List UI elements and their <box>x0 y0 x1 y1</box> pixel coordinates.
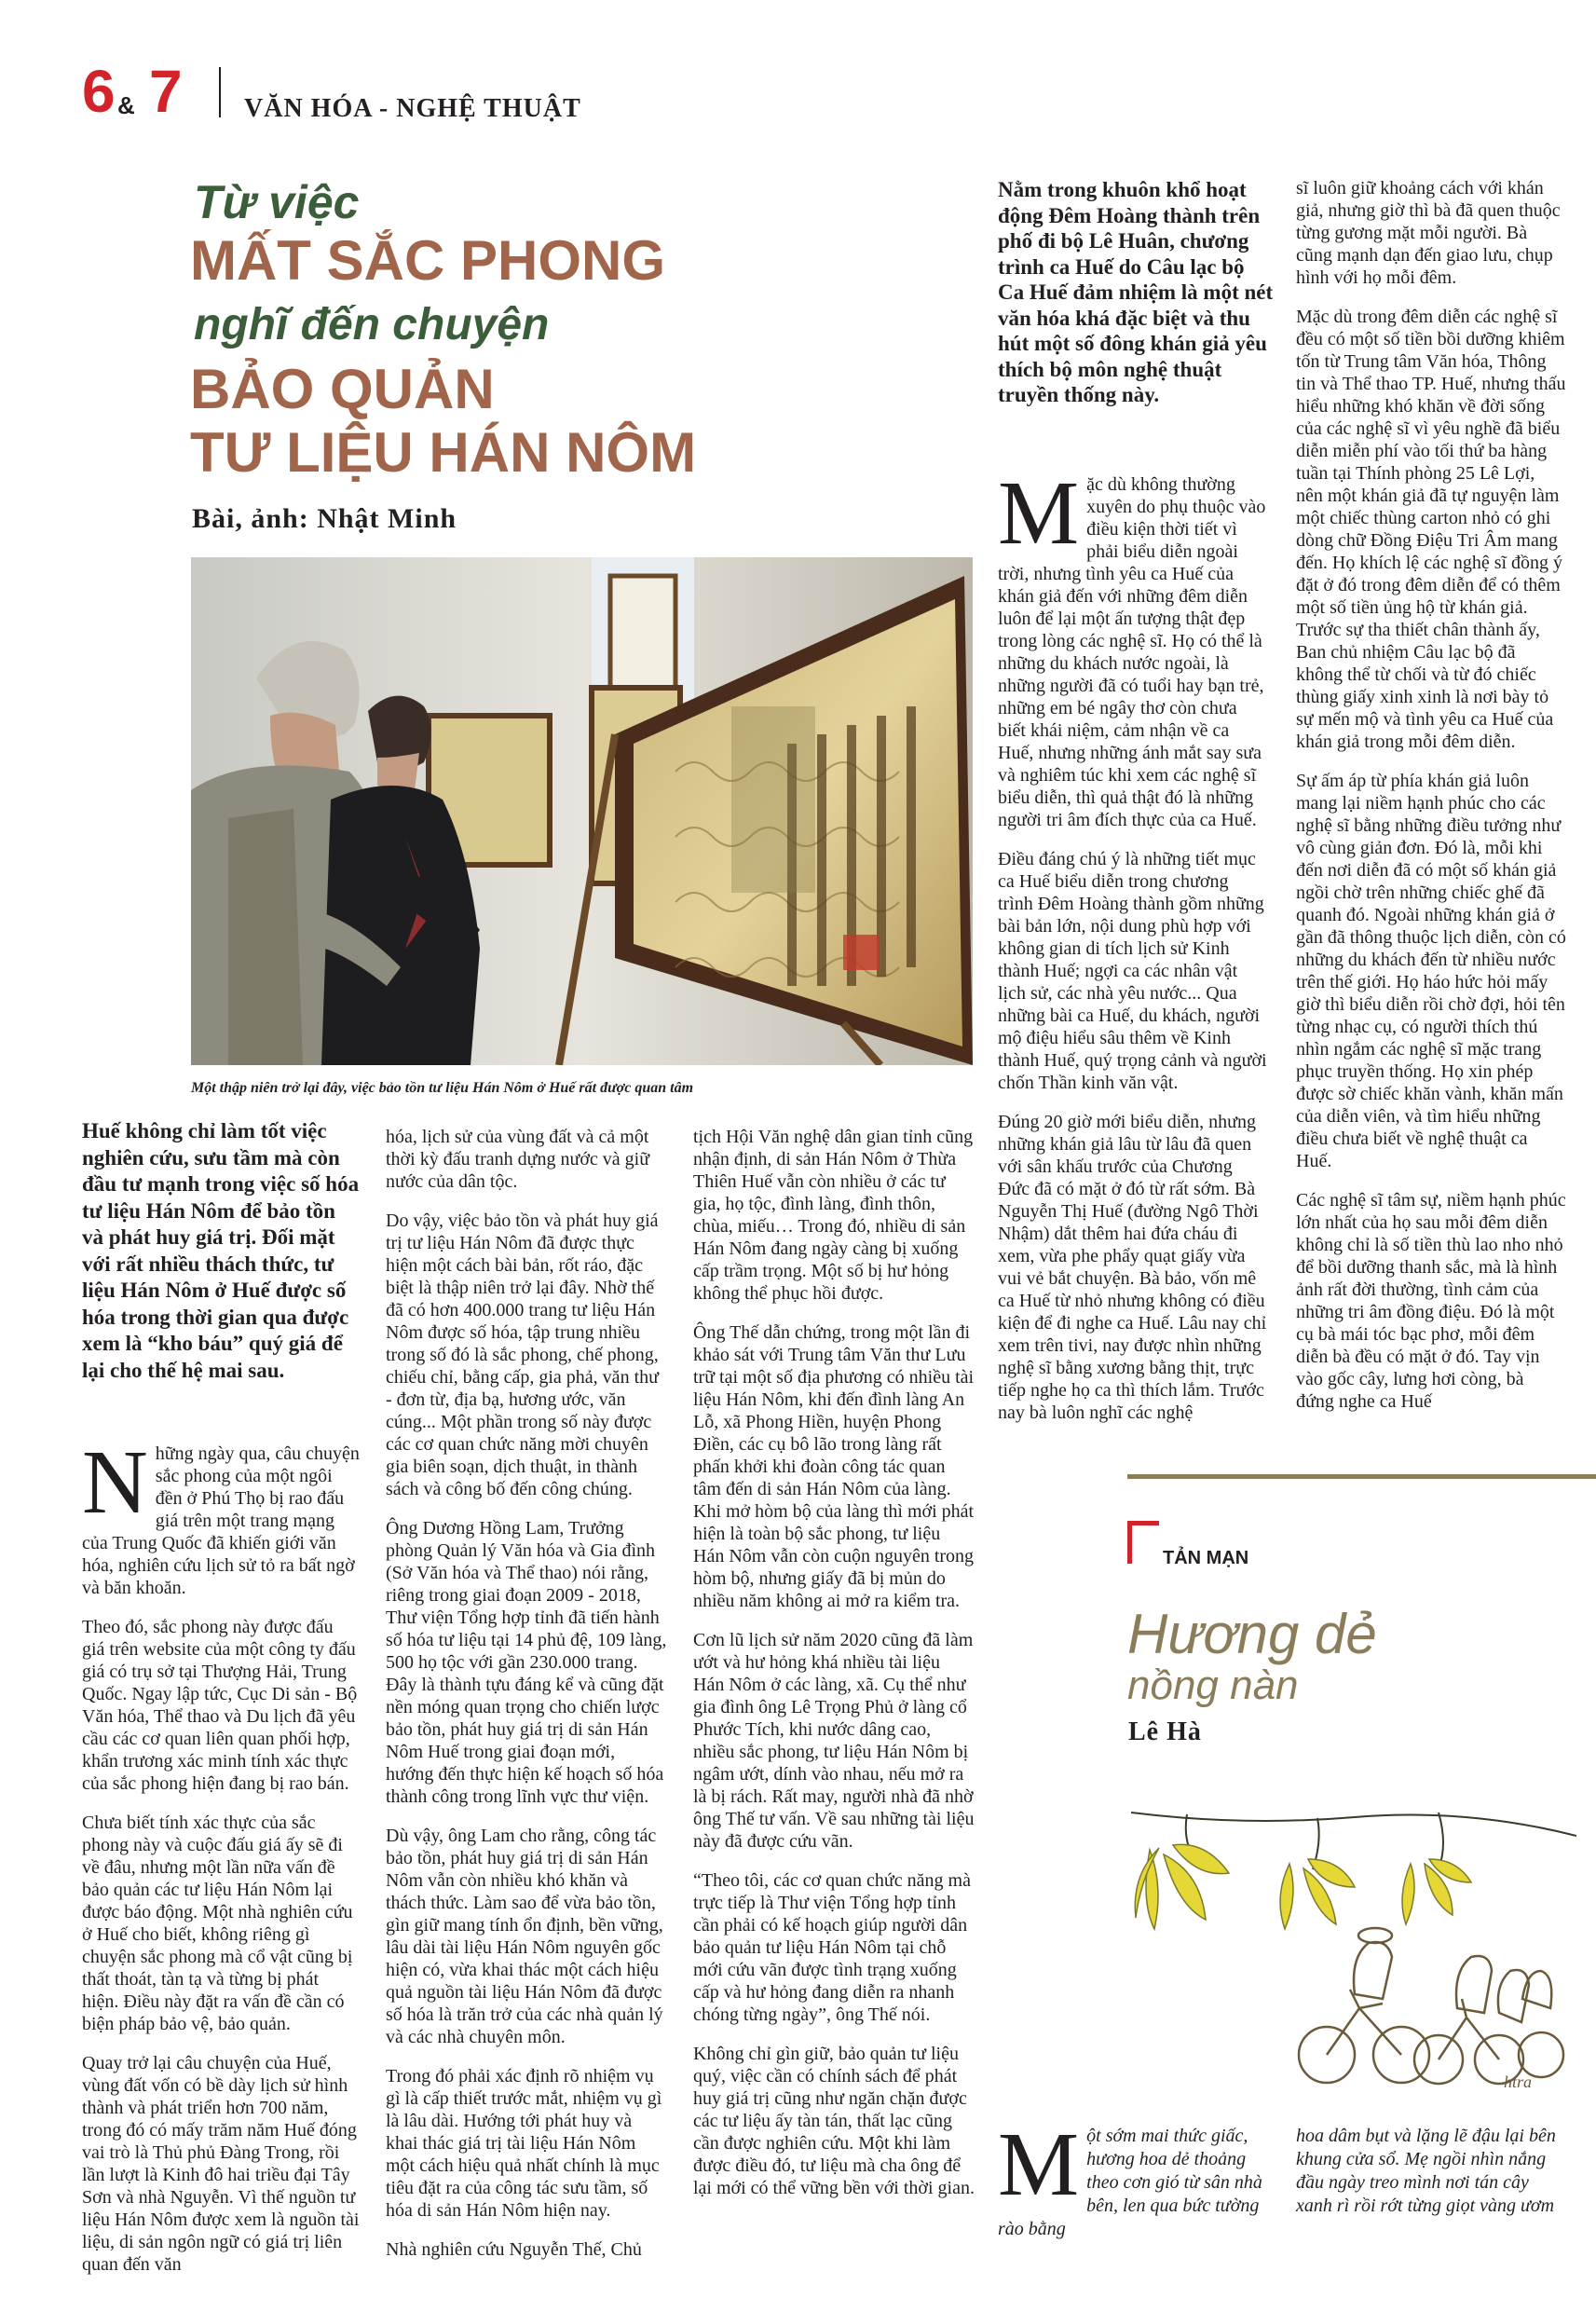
page-number-left: 6 <box>82 58 116 125</box>
article1-photo <box>191 557 973 1065</box>
illustration-signature: htra <box>1504 2073 1533 2091</box>
article1-col2-p1: hóa, lịch sử của vùng đất và cả một thời kỳ đấu tranh dựng nước và giữ nước của dân tộc. <box>386 1127 650 1192</box>
article1-col2-p5: Trong đó phải xác định rõ nhiệm vụ gì là cấp thiết trước mắt, nhiệm vụ gì là lâu dài. Hướng tới phát huy và khai thác giá trị tài liệu Hán Nôm một cách hiệu quả nhất chính là mục tiêu đặt ra của công tác sưu tầm, số hóa di sản Hán Nôm hiện nay. <box>386 2066 662 2221</box>
article1-col3-p4: “Theo tôi, các cơ quan chức năng mà trực tiếp là Thư viện Tổng hợp tỉnh cần phải có kế hoạch giúp người dân bảo quản tư liệu Hán Nôm tại chỗ mới cứu vãn được tình trạng xuống cấp và hư hỏng đang diễn ra nhanh chóng từng ngày”, ông Thế nói. <box>693 1870 971 2025</box>
article3-col1-text: ột sớm mai thức giấc, hương hoa dẻ thoảng theo cơn gió từ sân nhà bên, len qua bức tường rào bằng <box>998 2126 1262 2239</box>
header-divider <box>219 67 221 117</box>
article1-col1-p3: Chưa biết tính xác thực của sắc phong này và cuộc đấu giá ấy sẽ đi về đâu, nhưng một lần nữa vấn đề bảo quản các tư liệu Hán Nôm lại được báo động. Một nhà nghiên cứu ở Huế cho biết, không riêng gì chuyện sắc phong mà cổ vật cũng bị thất thoát, tàn tạ và từng bị phát hiện. Điều này đặt ra vấn đề cần có biện pháp bảo vệ, bảo quản. <box>82 1813 353 2034</box>
article1-col1-p2: Theo đó, sắc phong này được đấu giá trên website của một công ty đấu giá có trụ sở tại Thượng Hải, Trung Quốc. Ngay lập tức, Cục Di sản - Bộ Văn hóa, Thể thao và Du lịch đã yêu cầu các cơ quan liên quan phối hợp, khẩn trương xác minh tính xác thực của sắc phong hiện đang bị rao bán. <box>82 1617 358 1794</box>
article1-col3-p5: Không chỉ gìn giữ, bảo quản tư liệu quý, việc cần có chính sách để phát huy giá trị cũng như ngăn chặn được các tư liệu ấy tàn tán, thất lạc cũng cần được nghiên cứu. Một khi làm được điều đó, tư liệu mà cha ông để lại mới có thể vững bền với thời gian. <box>693 2044 975 2198</box>
page-number-right: 7 <box>149 58 183 125</box>
article2-dropcap: M <box>998 463 1080 564</box>
article1-title-line4: BẢO QUẢN <box>190 358 495 420</box>
article2-col1-p2: Điều đáng chú ý là những tiết mục ca Huế biểu diễn trong chương trình Đêm Hoàng thành gồm những bài bản lớn, nội dung phù hợp với không gian di tích lịch sử Kinh thành Huế; ngợi ca các nhân vật lịch sử, các nhà yêu nước... Qua những bài ca Huế, du khách, người mộ điệu hiểu sâu thêm về Kinh thành Huế, quý trọng cảnh và người chốn Thần kinh văn vật. <box>998 849 1267 1093</box>
ylang-flower-cyclist-illustration <box>1131 1775 1576 2092</box>
article2-col1-p1: ặc dù không thường xuyên do phụ thuộc vào điều kiện thời tiết vì phải biểu diễn ngoài trời, nhưng tình yêu ca Huế của khán giả đến với những đêm diễn luôn để lại một ấn tượng thật đẹp trong lòng các nghệ sĩ. Họ có thể là những du khách nước ngoài, là những người đã có tuổi hay bạn trẻ, những em bé ngây thơ còn chưa biết khái niệm, cảm nhận về ca Huế, nhưng những ánh mắt say sưa và nghiêm túc khi xem các nghệ sĩ biểu diễn, thì quả thật đó là những người tri âm đích thực của ca Huế. <box>998 474 1266 830</box>
article3-column-1 <box>998 2114 1268 2241</box>
museum-exhibit-illustration <box>191 557 973 1065</box>
article1-col2-p3: Ông Dương Hồng Lam, Trưởng phòng Quản lý Văn hóa và Gia đình (Sở Văn hóa và Thể thao) nói rằng, riêng trong giai đoạn 2009 - 2018, Thư viện Tổng hợp tỉnh đã tiến hành số hóa tư liệu tại 14 phủ đệ, 109 làng, 500 họ tộc với gần 230.000 trang. Đây là thành tựu đáng kể và cũng đặt nền móng quan trọng cho chiến lược bảo tồn, phát huy giá trị di sản Hán Nôm Huế trong giai đoạn mới, hướng đến thực hiện kế hoạch số hóa thành công trong lĩnh vực thư viện. <box>386 1518 667 1807</box>
article1-column-3 <box>693 1126 975 2216</box>
tan-man-bracket-icon <box>1127 1521 1159 1564</box>
article2-col2-p4: Các nghệ sĩ tâm sự, niềm hạnh phúc lớn nhất của họ sau mỗi đêm diễn không chỉ là số tiền thù lao nho nhỏ để bồi dưỡng thanh sắc, mà là hình ảnh rất đời thường, tình cảm của những tri âm đồng điệu. Đó là một cụ bà mái tóc bạc phơ, mỗi đêm diễn bà đều có mặt ở đó. Tay vịn vào gốc cây, lưng hơi còng, bà đứng nghe ca Huế <box>1296 1190 1566 1412</box>
article3-byline: Lê Hà <box>1128 1717 1202 1746</box>
article1-dropcap: N <box>82 1432 148 1533</box>
article1-col3-p2: Ông Thế dẫn chứng, trong một lần đi khảo sát với Trung tâm Văn thư Lưu trữ tại một số địa phương có nhiều tài liệu Hán Nôm, khi đến đình làng An Lỗ, xã Phong Hiền, huyện Phong Điền, các cụ bô lão trong làng rất phấn khởi khi đoàn công tác quan tâm đến di sản Hán Nôm của làng. Khi mở hòm bộ của làng thì mới phát hiện là toàn bộ sắc phong, tư liệu Hán Nôm vẫn còn cuộn nguyên trong hòm bộ, nhưng giấy đã bị mủn do nhiều năm không ai mở ra kiểm tra. <box>693 1322 975 1611</box>
section-label: TẢN MẠN <box>1163 1548 1249 1568</box>
article2-col1-p3: Đúng 20 giờ mới biểu diễn, nhưng những khán giả lâu từ lâu đã quen với sân khấu trước của Chương Đức đã có mặt ở đó từ rất sớm. Bà Nguyễn Thị Huế (đường Ngô Thời Nhậm) dắt thêm hai đứa cháu đi xem, vừa phe phẩy quạt giấy vừa vui vẻ bắt chuyện. Bà bảo, vốn mê ca Huế từ nhỏ nhưng không có điều kiện để đi nghe ca Huế. Lâu nay chỉ xem trên tivi, nay được nhìn những nghệ sĩ bằng xương bằng thịt, trực tiếp nghe họ ca thì thích lắm. Trước nay bà luôn nghĩ các nghệ <box>998 1112 1267 1423</box>
article1-lead: Huế không chỉ làm tốt việc nghiên cứu, sưu tầm mà còn đầu tư mạnh trong việc số hóa tư liệu Hán Nôm để bảo tồn và phát huy giá trị. Đối mặt với rất nhiều thách thức, tư liệu Hán Nôm ở Huế được số hóa trong thời gian qua được xem là “kho báu” quý giá để lại cho thế hệ mai sau. <box>82 1119 360 1382</box>
article1-col3-p1: tịch Hội Văn nghệ dân gian tỉnh cũng nhận định, di sản Hán Nôm ở Thừa Thiên Huế vẫn còn nhiều ở các tư gia, họ tộc, đình làng, đình thôn, chùa, miếu… Trong đó, nhiều di sản Hán Nôm đang ngày càng bị xuống cấp trầm trọng. Một số bị hư hỏng không thể phục hồi được. <box>693 1127 974 1304</box>
article1-title-line3: nghĩ đến chuyện <box>194 300 550 349</box>
article3-dropcap: M <box>998 2114 1080 2215</box>
article1-title-line2: MẤT SẮC PHONG <box>190 229 665 292</box>
article1-col2-p2: Do vậy, việc bảo tồn và phát huy giá trị tư liệu Hán Nôm đã được thực hiện một cách bài bản, rốt ráo, đặc biệt là thập niên trở lại đây. Nhờ thế đã có hơn 400.000 trang tư liệu Hán Nôm được số hóa, tập trung nhiều trong số đó là sắc phong, chế phong, chiếu chỉ, bằng cấp, gia phả, văn thư - đơn từ, địa bạ, hương ước, văn cúng... Một phần trong số này được các cơ quan chức năng mời chuyên gia biên soạn, dịch thuật, in thành sách và công bố đến công chúng. <box>386 1211 659 1499</box>
article1-col2-p6: Nhà nghiên cứu Nguyễn Thế, Chủ <box>386 2239 642 2260</box>
article3-column-2 <box>1296 2125 1566 2218</box>
article1-title-line5: TƯ LIỆU HÁN NÔM <box>190 421 697 484</box>
article1-column-1 <box>82 1432 360 2292</box>
page-number-amp: & <box>117 91 135 119</box>
article1-column-2 <box>386 1126 667 2278</box>
article3-col2-text: hoa dâm bụt và lặng lẽ đậu lại bên khung cửa sổ. Mẹ ngồi nhìn nắng đầu ngày treo mình nơi tán cây xanh rì rồi rớt từng giọt vàng ươm <box>1296 2126 1556 2216</box>
article3-top-rule <box>1127 1474 1596 1479</box>
section-title: VĂN HÓA - NGHỆ THUẬT <box>244 94 581 123</box>
article1-title-line1: Từ việc <box>194 176 360 228</box>
article3-illustration <box>1131 1775 1576 2092</box>
article1-col3-p3: Cơn lũ lịch sử năm 2020 cũng đã làm ướt và hư hỏng khá nhiều tài liệu Hán Nôm ở các làng, xã. Cụ thể như gia đình ông Lê Trọng Phủ ở làng cổ Phước Tích, khi nước dâng cao, nhiều sắc phong, tư liệu Hán Nôm bị ngâm ướt, dính vào nhau, nếu mở ra là bị rách. Rất may, người nhà đã nhờ ông Thế tư vấn. Về sau những tài liệu này đã được cứu vãn. <box>693 1630 975 1852</box>
article3-title-line1: Hương dẻ <box>1127 1603 1377 1665</box>
article2-lead: Nằm trong khuôn khổ hoạt động Đêm Hoàng thành trên phố đi bộ Lê Huân, chương trình ca Huế do Câu lạc bộ Ca Huế đảm nhiệm là một nét văn hóa khá đặc biệt và thu hút một số đông khán giả yêu thích bộ môn nghệ thuật truyền thống này. <box>998 178 1274 406</box>
article2-col2-p3: Sự ấm áp từ phía khán giả luôn mang lại niềm hạnh phúc cho các nghệ sĩ bằng những điều tưởng như vô cùng giản đơn. Đó là, mỗi khi đến nơi diễn đã có một số khán giả ngồi chờ trên những chiếc ghế đã quanh đó. Ngoài những khán giả ở gần đã thông thuộc lịch diễn, còn có những du khách đến từ nhiều nước trên thế giới. Họ háo hức hỏi mấy giờ thì biểu diễn rồi chờ đợi, hỏi tên từng nhạc cụ, có người thích thú nhìn ngắm các nghệ sĩ mặc trang phục truyền thống. Họ xin phép được sờ chiếc khăn vành, khăn mấn của diễn viên, và tìm hiểu những điều chưa biết về nghệ thuật ca Huế. <box>1296 771 1566 1171</box>
article2-column-2 <box>1296 177 1566 1430</box>
article3-title-line2: nồng nàn <box>1127 1662 1299 1708</box>
article1-col2-p4: Dù vậy, ông Lam cho rằng, công tác bảo tồn, phát huy giá trị di sản Hán Nôm vẫn còn nhiều khó khăn và thách thức. Làm sao để vừa bảo tồn, gìn giữ mang tính ổn định, bền vững, lâu dài tài liệu Hán Nôm nguyên gốc hiện có, vừa khai thác một cách hiệu quả nguồn tài liệu Hán Nôm đã được số hóa là trăn trở của các nhà quản lý và các nhà chuyên môn. <box>386 1826 663 2047</box>
article1-byline: Bài, ảnh: Nhật Minh <box>192 503 457 534</box>
article2-col2-p1: sĩ luôn giữ khoảng cách với khán giả, nhưng giờ thì bà đã quen thuộc từng gương mặt mỗi người. Bà cũng mạnh dạn đến giao lưu, chụp hình với họ mỗi đêm. <box>1296 178 1561 288</box>
article1-photo-caption: Một thập niên trở lại đây, việc bảo tồn tư liệu Hán Nôm ở Huế rất được quan tâm <box>191 1080 694 1096</box>
article2-col2-p2: Mặc dù trong đêm diễn các nghệ sĩ đều có một số tiền bồi dưỡng khiêm tốn từ Trung tâm Văn hóa, Thông tin và Thể thao TP. Huế, nhưng thấu hiểu những khó khăn về đời sống của các nghệ sĩ vì yêu nghề đã biểu diễn miễn phí vào tối thứ ba hàng tuần tại Thính phòng 25 Lê Lợi, nên một khán giả đã tự nguyện làm một chiếc thùng carton nhỏ có ghi dòng chữ Đồng Điệu Tri Âm mang đến. Họ khích lệ các nghệ sĩ đồng ý đặt ở đó trong đêm diễn để có thêm một số tiền ủng hộ từ khán giả. Trước sự tha thiết chân thành ấy, Ban chủ nhiệm Câu lạc bộ đã không thể từ chối và từ đó chiếc thùng giấy xinh xinh là nơi bày tỏ sự mến mộ và tình yêu ca Huế của khán giả trong mỗi đêm diễn. <box>1296 307 1566 752</box>
article1-col1-p1: hững ngày qua, câu chuyện sắc phong của một ngôi đền ở Phú Thọ bị rao đấu giá trên một trang mạng của Trung Quốc đã khiến giới văn hóa, nghiên cứu lịch sử tỏ ra bất ngờ và băn khoăn. <box>82 1443 360 1598</box>
article2-column-1 <box>998 463 1268 1441</box>
article1-col1-p4: Quay trở lại câu chuyện của Huế, vùng đất vốn có bề dày lịch sử hình thành và phát triển hơn 700 năm, trong đó có mấy trăm năm Huế đóng vai trò là Thủ phủ Đàng Trong, rồi lần lượt là Kinh đô hai triều đại Tây Sơn và nhà Nguyễn. Vì thế nguồn tư liệu Hán Nôm được xem là nguồn tài liệu, di sản ngôn ngữ có giá trị liên quan đến văn <box>82 2053 360 2275</box>
